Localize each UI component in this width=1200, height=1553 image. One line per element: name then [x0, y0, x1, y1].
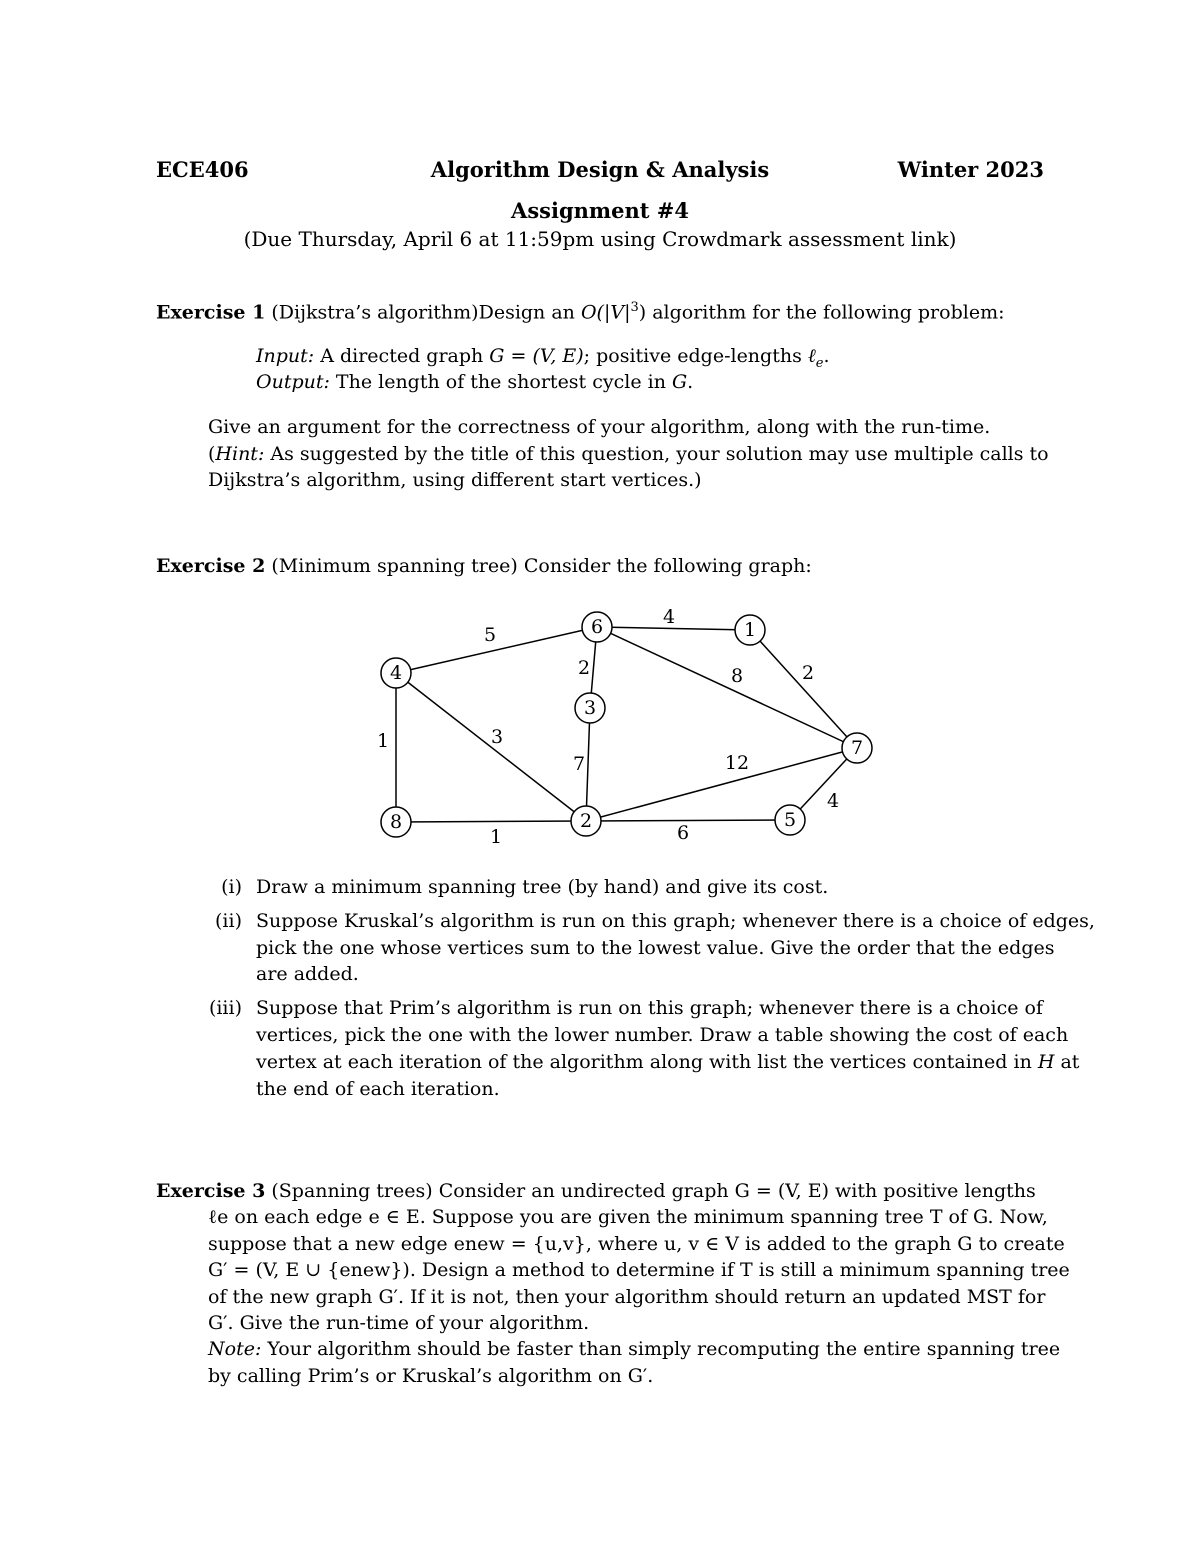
input-label: Input: [256, 345, 315, 367]
exercise-3-line6: G′. Give the run-time of your algorithm. [208, 1312, 590, 1334]
exercise-3-topic: (Spanning trees) [271, 1180, 433, 1202]
weight-4-8: 1 [376, 730, 390, 752]
hint-label: Hint: [215, 443, 265, 465]
exercise-3-note: Note: Your algorithm should be faster than simply recomputing the entire spanning tree [208, 1338, 1061, 1360]
exercise-1-hint-cont: Dijkstra’s algorithm, using different start vertices.) [208, 469, 702, 491]
exercise-2-topic: (Minimum spanning tree) [271, 555, 518, 577]
exercise-3-line1: Exercise 3 (Spanning trees) Consider an undirected graph G = (V, E) with positive lengths [156, 1180, 1036, 1202]
edge-4-6 [396, 627, 597, 673]
item-ii-number: (ii) [215, 910, 242, 932]
item-iii-line4: the end of each iteration. [256, 1078, 500, 1100]
item-ii-line2: pick the one whose vertices sum to the lowest value. Give the order that the edges [256, 937, 1055, 959]
vertex-label-2: 2 [579, 810, 593, 832]
item-iii-line2: vertices, pick the one with the lower number. Draw a table showing the cost of each [256, 1024, 1069, 1046]
exercise-2-intro: Exercise 2 (Minimum spanning tree) Consider the following graph: [156, 555, 812, 577]
exercise-3-label: Exercise 3 [156, 1180, 266, 1202]
weight-6-1: 4 [662, 606, 676, 628]
vertex-label-3: 3 [583, 697, 597, 719]
item-ii-line1: Suppose Kruskal’s algorithm is run on this graph; whenever there is a choice of edges, [256, 910, 1095, 932]
weight-2-5: 6 [676, 822, 690, 844]
edge-8-2 [396, 821, 586, 822]
exercise-3-line5: of the new graph G′. If it is not, then your algorithm should return an updated MST for [208, 1286, 1046, 1308]
exercise-1-label: Exercise 1 [156, 301, 266, 324]
weight-2-7: 12 [724, 752, 750, 774]
item-iii-line3: vertex at each iteration of the algorithm along with list the vertices contained in H at [256, 1051, 1080, 1073]
exercise-1-input: Input: A directed graph G = (V, E); positive edge-lengths ℓ$_e$. [256, 345, 830, 371]
edge-2-5 [586, 820, 790, 821]
exercise-2-label: Exercise 2 [156, 555, 266, 577]
exercise-3-line8: by calling Prim’s or Kruskal’s algorithm on G′. [208, 1365, 654, 1387]
exercise-1-para: Give an argument for the correctness of your algorithm, along with the run-time. [208, 416, 991, 438]
exercise-3-line4: G′ = (V, E ∪ {enew}). Design a method to determine if T is still a minimum spanning tree [208, 1259, 1070, 1281]
edge-6-7 [597, 627, 857, 748]
vertex-label-1: 1 [743, 619, 757, 641]
weight-3-2: 7 [572, 753, 586, 775]
item-i-number: (i) [221, 876, 242, 898]
weight-6-7: 8 [730, 665, 744, 687]
exercise-3-line3: suppose that a new edge enew = {u,v}, where u, v ∈ V is added to the graph G to create [208, 1233, 1065, 1255]
exercise-1-intro: Exercise 1 (Dijkstra’s algorithm)Design an $O(|V|^3)$ algorithm for the following problem: [156, 300, 1005, 324]
weight-4-2: 3 [490, 726, 504, 748]
vertex-label-7: 7 [850, 737, 864, 759]
edge-2-7 [586, 748, 857, 821]
course-code: ECE406 [156, 157, 249, 182]
edge-1-7 [750, 630, 857, 748]
item-i-line1: Draw a minimum spanning tree (by hand) and give its cost. [256, 876, 829, 898]
vertex-label-5: 5 [783, 809, 797, 831]
course-title: Algorithm Design & Analysis [430, 157, 770, 182]
exercise-1-output: Output: The length of the shortest cycle in G. [256, 371, 694, 393]
exercise-3-line2: ℓe on each edge e ∈ E. Suppose you are given the minimum spanning tree T of G. Now, [208, 1206, 1048, 1228]
item-iii-number: (iii) [208, 997, 242, 1019]
vertex-label-6: 6 [590, 616, 604, 638]
vertex-label-8: 8 [389, 811, 403, 833]
weight-5-7: 4 [826, 790, 840, 812]
item-iii-line1: Suppose that Prim’s algorithm is run on this graph; whenever there is a choice of [256, 997, 1043, 1019]
item-ii-line3: are added. [256, 963, 359, 985]
weight-8-2: 1 [489, 826, 503, 848]
exercise-1-topic: (Dijkstra’s algorithm) [271, 301, 479, 324]
term: Winter 2023 [897, 157, 1044, 182]
weight-6-3: 2 [577, 657, 591, 679]
assignment-title: Assignment #4 [511, 198, 689, 223]
vertex-label-4: 4 [389, 662, 403, 684]
weight-4-6: 5 [483, 624, 497, 646]
output-label: Output: [256, 371, 330, 393]
due-date: (Due Thursday, April 6 at 11:59pm using Crowdmark assessment link) [243, 227, 957, 251]
weight-1-7: 2 [801, 662, 815, 684]
edge-3-2 [586, 708, 590, 821]
exercise-1-hint: (Hint: As suggested by the title of this question, your solution may use multiple calls to [208, 443, 1049, 465]
note-label: Note: [208, 1338, 262, 1360]
